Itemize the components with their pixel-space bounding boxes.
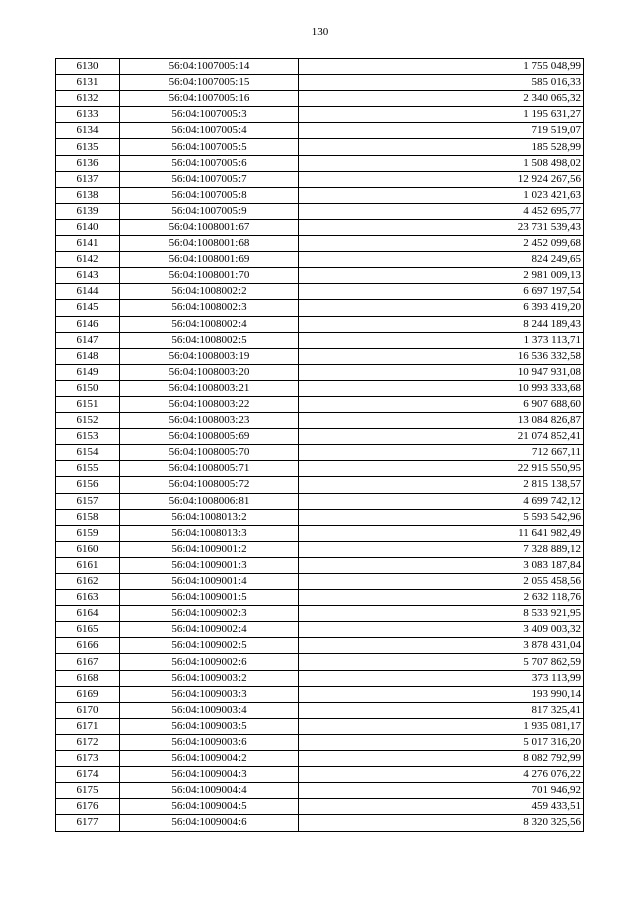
value-cell: 6 697 197,54	[299, 284, 584, 300]
value-cell: 585 016,33	[299, 75, 584, 91]
row-number-cell: 6155	[56, 461, 120, 477]
value-cell: 5 017 316,20	[299, 734, 584, 750]
table-row	[56, 477, 584, 493]
table-row	[56, 139, 584, 155]
cadastral-number-cell: 56:04:1008002:5	[120, 332, 299, 348]
cadastral-number-cell: 56:04:1007005:6	[120, 155, 299, 171]
table-row	[56, 59, 584, 75]
table-row	[56, 75, 584, 91]
row-number-cell: 6139	[56, 203, 120, 219]
cadastral-number-cell: 56:04:1007005:9	[120, 203, 299, 219]
row-number-cell: 6157	[56, 493, 120, 509]
row-number-cell: 6135	[56, 139, 120, 155]
table-row	[56, 123, 584, 139]
cadastral-number-cell: 56:04:1007005:8	[120, 187, 299, 203]
value-cell: 1 373 113,71	[299, 332, 584, 348]
value-cell: 712 667,11	[299, 445, 584, 461]
value-cell: 11 641 982,49	[299, 525, 584, 541]
value-cell: 185 528,99	[299, 139, 584, 155]
value-cell: 2 055 458,56	[299, 574, 584, 590]
cadastral-number-cell: 56:04:1008001:70	[120, 268, 299, 284]
table-row	[56, 815, 584, 831]
row-number-cell: 6143	[56, 268, 120, 284]
value-cell: 5 593 542,96	[299, 509, 584, 525]
table-row	[56, 767, 584, 783]
cadastral-number-cell: 56:04:1007005:3	[120, 107, 299, 123]
cadastral-number-cell: 56:04:1008005:70	[120, 445, 299, 461]
value-cell: 16 536 332,58	[299, 348, 584, 364]
row-number-cell: 6145	[56, 300, 120, 316]
table-row	[56, 622, 584, 638]
value-cell: 719 519,07	[299, 123, 584, 139]
cadastral-number-cell: 56:04:1009001:2	[120, 541, 299, 557]
table-row	[56, 380, 584, 396]
cadastral-number-cell: 56:04:1008001:67	[120, 219, 299, 235]
table-row	[56, 525, 584, 541]
row-number-cell: 6132	[56, 91, 120, 107]
cadastral-number-cell: 56:04:1009001:3	[120, 557, 299, 573]
table-row	[56, 236, 584, 252]
table-row	[56, 268, 584, 284]
table-row	[56, 751, 584, 767]
table-row	[56, 187, 584, 203]
cadastral-number-cell: 56:04:1008005:71	[120, 461, 299, 477]
row-number-cell: 6162	[56, 574, 120, 590]
cadastral-number-cell: 56:04:1007005:16	[120, 91, 299, 107]
row-number-cell: 6148	[56, 348, 120, 364]
cadastral-number-cell: 56:04:1008002:3	[120, 300, 299, 316]
cadastral-number-cell: 56:04:1009002:5	[120, 638, 299, 654]
row-number-cell: 6131	[56, 75, 120, 91]
row-number-cell: 6156	[56, 477, 120, 493]
row-number-cell: 6160	[56, 541, 120, 557]
row-number-cell: 6169	[56, 686, 120, 702]
row-number-cell: 6174	[56, 767, 120, 783]
table-row	[56, 799, 584, 815]
row-number-cell: 6172	[56, 734, 120, 750]
value-cell: 2 815 138,57	[299, 477, 584, 493]
row-number-cell: 6158	[56, 509, 120, 525]
row-number-cell: 6150	[56, 380, 120, 396]
cadastral-number-cell: 56:04:1009003:5	[120, 718, 299, 734]
cadastral-number-cell: 56:04:1009004:3	[120, 767, 299, 783]
cadastral-number-cell: 56:04:1008005:69	[120, 429, 299, 445]
value-cell: 1 755 048,99	[299, 59, 584, 75]
value-cell: 4 452 695,77	[299, 203, 584, 219]
value-cell: 2 981 009,13	[299, 268, 584, 284]
cadastral-number-cell: 56:04:1009002:6	[120, 654, 299, 670]
table-row	[56, 574, 584, 590]
row-number-cell: 6165	[56, 622, 120, 638]
table-row	[56, 219, 584, 235]
value-cell: 13 084 826,87	[299, 413, 584, 429]
value-cell: 6 907 688,60	[299, 396, 584, 412]
table-row	[56, 686, 584, 702]
row-number-cell: 6163	[56, 590, 120, 606]
cadastral-number-cell: 56:04:1009003:4	[120, 702, 299, 718]
value-cell: 7 328 889,12	[299, 541, 584, 557]
cadastral-number-cell: 56:04:1009003:6	[120, 734, 299, 750]
value-cell: 373 113,99	[299, 670, 584, 686]
row-number-cell: 6161	[56, 557, 120, 573]
cadastral-number-cell: 56:04:1007005:15	[120, 75, 299, 91]
table-row	[56, 107, 584, 123]
row-number-cell: 6151	[56, 396, 120, 412]
value-cell: 824 249,65	[299, 252, 584, 268]
page-number: 130	[311, 26, 329, 38]
table-row	[56, 413, 584, 429]
value-cell: 701 946,92	[299, 783, 584, 799]
cadastral-number-cell: 56:04:1009003:3	[120, 686, 299, 702]
cadastral-number-cell: 56:04:1008013:3	[120, 525, 299, 541]
table-row	[56, 348, 584, 364]
row-number-cell: 6153	[56, 429, 120, 445]
value-cell: 3 878 431,04	[299, 638, 584, 654]
value-cell: 22 915 550,95	[299, 461, 584, 477]
table-row	[56, 461, 584, 477]
cadastral-number-cell: 56:04:1008005:72	[120, 477, 299, 493]
table-row	[56, 493, 584, 509]
value-cell: 3 409 003,32	[299, 622, 584, 638]
table-row	[56, 606, 584, 622]
value-cell: 12 924 267,56	[299, 171, 584, 187]
cadastral-number-cell: 56:04:1007005:5	[120, 139, 299, 155]
cadastral-number-cell: 56:04:1007005:4	[120, 123, 299, 139]
table-row	[56, 396, 584, 412]
row-number-cell: 6133	[56, 107, 120, 123]
value-cell: 8 533 921,95	[299, 606, 584, 622]
row-number-cell: 6164	[56, 606, 120, 622]
table-row	[56, 171, 584, 187]
row-number-cell: 6170	[56, 702, 120, 718]
row-number-cell: 6166	[56, 638, 120, 654]
cadastral-number-cell: 56:04:1008001:68	[120, 236, 299, 252]
cadastral-number-cell: 56:04:1008001:69	[120, 252, 299, 268]
cadastral-number-cell: 56:04:1007005:7	[120, 171, 299, 187]
value-cell: 817 325,41	[299, 702, 584, 718]
row-number-cell: 6147	[56, 332, 120, 348]
value-cell: 8 244 189,43	[299, 316, 584, 332]
table-row	[56, 332, 584, 348]
value-cell: 4 699 742,12	[299, 493, 584, 509]
table-row	[56, 509, 584, 525]
row-number-cell: 6140	[56, 219, 120, 235]
table-row	[56, 155, 584, 171]
value-cell: 1 023 421,63	[299, 187, 584, 203]
cadastral-value-table	[55, 58, 584, 832]
row-number-cell: 6134	[56, 123, 120, 139]
value-cell: 1 935 081,17	[299, 718, 584, 734]
value-cell: 6 393 419,20	[299, 300, 584, 316]
cadastral-number-cell: 56:04:1009004:4	[120, 783, 299, 799]
value-cell: 10 993 333,68	[299, 380, 584, 396]
row-number-cell: 6152	[56, 413, 120, 429]
row-number-cell: 6171	[56, 718, 120, 734]
value-cell: 1 508 498,02	[299, 155, 584, 171]
table-row	[56, 638, 584, 654]
value-cell: 2 452 099,68	[299, 236, 584, 252]
row-number-cell: 6154	[56, 445, 120, 461]
table-body	[56, 59, 584, 832]
table-row	[56, 316, 584, 332]
cadastral-number-cell: 56:04:1008002:4	[120, 316, 299, 332]
cadastral-number-cell: 56:04:1008013:2	[120, 509, 299, 525]
cadastral-number-cell: 56:04:1008003:19	[120, 348, 299, 364]
cadastral-number-cell: 56:04:1008002:2	[120, 284, 299, 300]
cadastral-number-cell: 56:04:1008003:22	[120, 396, 299, 412]
row-number-cell: 6149	[56, 364, 120, 380]
cadastral-number-cell: 56:04:1009004:5	[120, 799, 299, 815]
value-cell: 2 632 118,76	[299, 590, 584, 606]
table-row	[56, 654, 584, 670]
table-row	[56, 557, 584, 573]
table-row	[56, 702, 584, 718]
value-cell: 4 276 076,22	[299, 767, 584, 783]
cadastral-number-cell: 56:04:1009004:2	[120, 751, 299, 767]
value-cell: 8 320 325,56	[299, 815, 584, 831]
row-number-cell: 6142	[56, 252, 120, 268]
table-row	[56, 364, 584, 380]
cadastral-number-cell: 56:04:1009002:3	[120, 606, 299, 622]
row-number-cell: 6137	[56, 171, 120, 187]
value-cell: 10 947 931,08	[299, 364, 584, 380]
row-number-cell: 6159	[56, 525, 120, 541]
row-number-cell: 6176	[56, 799, 120, 815]
row-number-cell: 6136	[56, 155, 120, 171]
table-row	[56, 91, 584, 107]
row-number-cell: 6173	[56, 751, 120, 767]
row-number-cell: 6130	[56, 59, 120, 75]
cadastral-number-cell: 56:04:1008003:20	[120, 364, 299, 380]
table-row	[56, 670, 584, 686]
value-cell: 193 990,14	[299, 686, 584, 702]
table-row	[56, 429, 584, 445]
value-cell: 23 731 539,43	[299, 219, 584, 235]
table-row	[56, 783, 584, 799]
table-row	[56, 445, 584, 461]
table-row	[56, 203, 584, 219]
row-number-cell: 6177	[56, 815, 120, 831]
row-number-cell: 6138	[56, 187, 120, 203]
table-row	[56, 284, 584, 300]
row-number-cell: 6167	[56, 654, 120, 670]
cadastral-number-cell: 56:04:1007005:14	[120, 59, 299, 75]
row-number-cell: 6168	[56, 670, 120, 686]
row-number-cell: 6146	[56, 316, 120, 332]
value-cell: 5 707 862,59	[299, 654, 584, 670]
value-cell: 2 340 065,32	[299, 91, 584, 107]
value-cell: 1 195 631,27	[299, 107, 584, 123]
cadastral-number-cell: 56:04:1009001:5	[120, 590, 299, 606]
row-number-cell: 6144	[56, 284, 120, 300]
row-number-cell: 6141	[56, 236, 120, 252]
table-row	[56, 734, 584, 750]
cadastral-number-cell: 56:04:1009002:4	[120, 622, 299, 638]
cadastral-number-cell: 56:04:1008003:23	[120, 413, 299, 429]
cadastral-number-cell: 56:04:1008003:21	[120, 380, 299, 396]
table-row	[56, 541, 584, 557]
value-cell: 459 433,51	[299, 799, 584, 815]
table-row	[56, 590, 584, 606]
value-cell: 21 074 852,41	[299, 429, 584, 445]
value-cell: 3 083 187,84	[299, 557, 584, 573]
cadastral-number-cell: 56:04:1009004:6	[120, 815, 299, 831]
table-row	[56, 300, 584, 316]
row-number-cell: 6175	[56, 783, 120, 799]
cadastral-number-cell: 56:04:1009003:2	[120, 670, 299, 686]
cadastral-number-cell: 56:04:1009001:4	[120, 574, 299, 590]
value-cell: 8 082 792,99	[299, 751, 584, 767]
cadastral-number-cell: 56:04:1008006:81	[120, 493, 299, 509]
table-row	[56, 718, 584, 734]
table-row	[56, 252, 584, 268]
